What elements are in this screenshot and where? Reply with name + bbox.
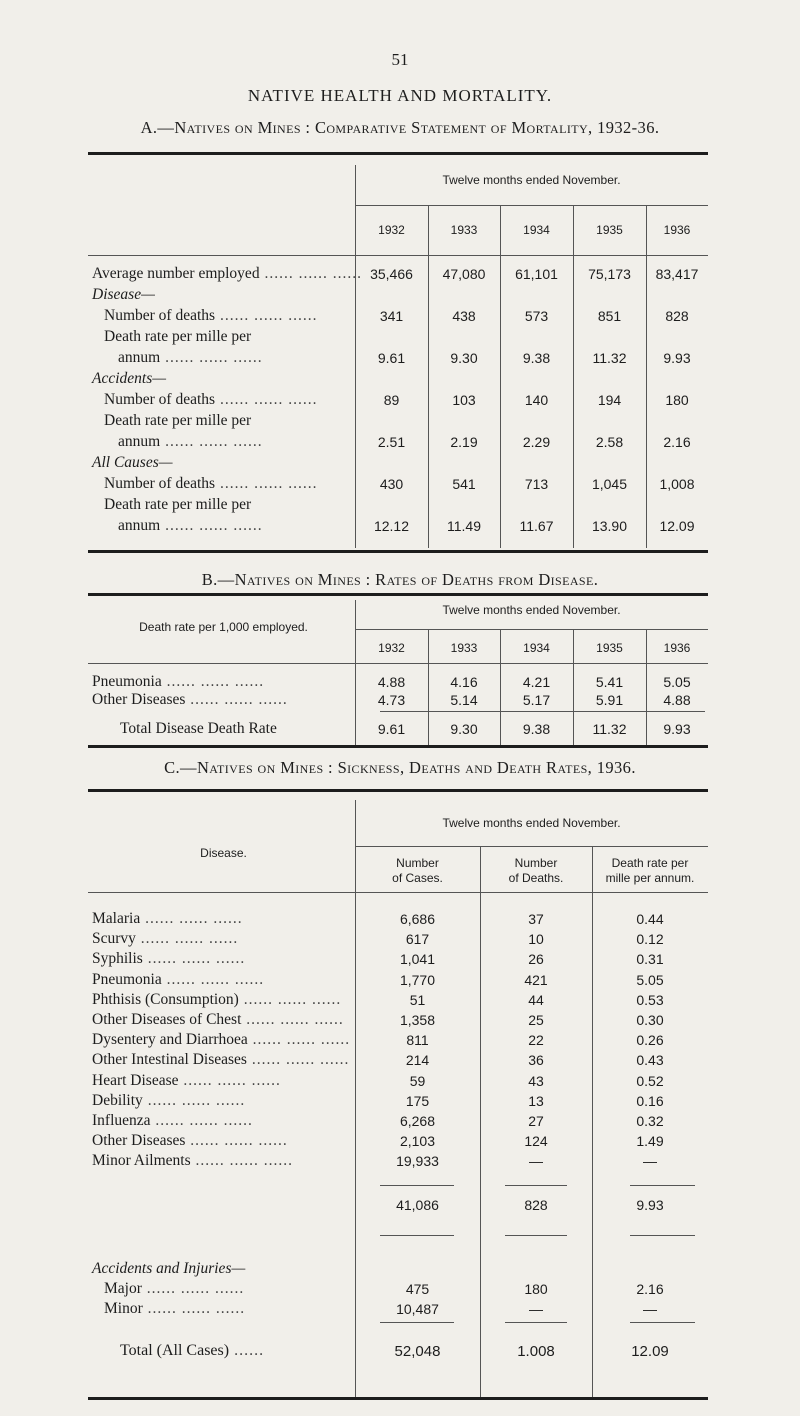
cell-value: 2.58: [595, 434, 624, 450]
leader-dots: ...... ...... ......: [215, 475, 318, 492]
cell-value: 19,933: [396, 1153, 439, 1170]
cell-value: 10,487: [396, 1301, 439, 1317]
cell-value: 1,041: [399, 951, 436, 968]
leader-dots: ...... ...... ......: [160, 433, 263, 450]
leader-dots: ...... ...... ......: [259, 265, 362, 282]
cell-value: 6,268: [399, 1113, 436, 1129]
cell-value: 0.43: [636, 1052, 664, 1069]
page-number: 51: [391, 50, 409, 69]
cell-value: 9.93: [663, 350, 691, 366]
cell-value: 0.30: [636, 1012, 664, 1028]
top-rule: [88, 593, 708, 596]
col-divider: [573, 205, 574, 548]
row-label-text: Syphilis: [92, 950, 143, 968]
total-value: 12.09: [631, 1343, 669, 1360]
cell-value: 11.49: [447, 518, 481, 534]
cell-value: 36: [528, 1052, 544, 1069]
leader-dots: ...... ...... ......: [161, 673, 265, 690]
cell-value: 438: [452, 308, 476, 324]
row-label-text: Scurvy: [92, 930, 136, 948]
header-bottom-rule: [88, 892, 708, 893]
leader-dots: ...... ...... ......: [185, 1132, 288, 1150]
cell-value: 103: [452, 392, 476, 408]
cell-value: 6,686: [399, 911, 436, 927]
page-title: NATIVE HEALTH AND MORTALITY.: [247, 86, 553, 105]
header-rule: [355, 205, 708, 206]
accidents-heading: Accidents and Injuries—: [92, 1260, 246, 1277]
leader-dots: ...... ...... ......: [247, 1031, 351, 1049]
row-label: [92, 1092, 245, 1110]
cell-value: 12.09: [659, 518, 695, 534]
cell-value: 124: [524, 1133, 548, 1150]
cell-value: 26: [528, 951, 544, 968]
row-label-text: Dysentery and Diarrhoea: [92, 1031, 248, 1049]
year-header: 1936: [663, 641, 691, 655]
cell-value: 2.19: [450, 434, 478, 450]
cell-value: 75,173: [588, 266, 631, 282]
cell-value: 4.16: [450, 674, 478, 690]
cell-value: 811: [406, 1032, 429, 1049]
col-divider: [428, 205, 429, 548]
cell-value: 43: [528, 1072, 544, 1089]
row-label-text: Minor: [104, 1300, 143, 1317]
row-label: [92, 1051, 349, 1069]
subtotal-value: 41,086: [396, 1197, 439, 1213]
cell-value: 0.53: [636, 991, 664, 1008]
cell-value: 89: [383, 392, 400, 408]
cell-value: 9.38: [522, 350, 551, 366]
row-label-text: Number of deaths: [104, 391, 216, 408]
cell-value: 713: [524, 476, 549, 492]
cell-value: 0.32: [636, 1113, 664, 1129]
sum-rule: [505, 1322, 567, 1323]
total-value: 9.38: [522, 721, 551, 737]
header-bottom-rule: [88, 663, 708, 664]
col-header-line2: of Deaths.: [508, 871, 564, 885]
row-label: [104, 1300, 245, 1318]
leader-dots: ...... ...... ......: [142, 1091, 246, 1109]
section-c-title: C.—Natives on Mines : Sickness, Deaths and Death Rates, 1936.: [164, 758, 636, 777]
leader-dots: ...... ...... ......: [141, 1280, 245, 1297]
cell-value: 5.17: [522, 692, 551, 708]
cell-value: 0.52: [636, 1072, 664, 1089]
cell-value: 9.30: [450, 350, 478, 366]
row-label-text: Number of deaths: [104, 307, 216, 324]
cell-value: 11.32: [592, 350, 627, 366]
bottom-rule: [88, 1397, 708, 1400]
cell-value: 851: [597, 308, 622, 324]
row-label: [104, 391, 317, 409]
sum-rule: [630, 1235, 695, 1236]
cell-value: 0.16: [636, 1092, 664, 1109]
leader-dots: ...... ...... ......: [215, 307, 318, 324]
row-label: [104, 496, 251, 514]
cell-value: 430: [379, 476, 404, 492]
row-label: [92, 286, 155, 304]
row-label-text: Debility: [92, 1091, 143, 1109]
sum-rule: [380, 1235, 454, 1236]
cell-value: 22: [528, 1032, 544, 1049]
cell-value: 4.21: [522, 674, 551, 690]
cell-value: 2.51: [377, 434, 406, 450]
total-label: [120, 1342, 264, 1360]
section-b-title: B.—Natives on Mines : Rates of Deaths from Disease.: [201, 570, 599, 589]
cell-value: 25: [528, 1012, 544, 1028]
row-label-text: Accidents—: [92, 370, 167, 387]
leader-dots: ...... ...... ......: [142, 950, 246, 968]
cell-value: 47,080: [442, 266, 486, 282]
row-label-text: Death rate per mille per: [104, 328, 252, 345]
year-header: 1934: [523, 641, 550, 655]
sum-rule: [380, 711, 705, 712]
leader-dots: ...... ...... ......: [161, 970, 265, 988]
row-label-text: Average number employed: [92, 265, 260, 282]
row-label: [92, 1031, 350, 1049]
total-value: 9.61: [377, 721, 406, 737]
sum-rule: [380, 1185, 454, 1186]
cell-value: —: [529, 1301, 543, 1317]
subtotal-value: 9.93: [636, 1197, 664, 1213]
row-label-text: Number of deaths: [104, 475, 216, 492]
header-span: Twelve months ended November.: [442, 173, 621, 187]
header-bottom-rule: [88, 255, 708, 256]
year-header: 1932: [378, 641, 405, 655]
row-label: [92, 1072, 281, 1090]
row-label-text: Disease—: [92, 286, 155, 303]
row-label: [92, 930, 238, 948]
cell-value: —: [643, 1301, 657, 1317]
cell-value: 175: [405, 1092, 430, 1109]
cell-value: 1,770: [399, 971, 436, 988]
row-label-text: Minor Ailments: [92, 1152, 191, 1170]
row-label-text: Pneumonia: [92, 673, 162, 690]
leader-dots: ...... ...... ......: [246, 1051, 350, 1069]
row-label-text: Phthisis (Consumption): [92, 990, 239, 1008]
sum-rule: [505, 1235, 567, 1236]
cell-value: 9.61: [377, 350, 406, 366]
row-label: [104, 328, 251, 346]
year-header: 1935: [596, 641, 623, 655]
row-label: [92, 454, 173, 472]
col-divider: [646, 205, 647, 548]
cell-value: 5.05: [636, 971, 664, 988]
row-label: [92, 971, 264, 989]
row-label-text: Major: [104, 1280, 142, 1297]
year-header: 1934: [523, 223, 550, 237]
row-label: [92, 1152, 293, 1170]
cell-value: 4.88: [377, 674, 406, 690]
leader-dots: ...... ...... ......: [241, 1011, 344, 1028]
row-label: [118, 433, 263, 451]
cell-value: 541: [452, 476, 476, 492]
leader-dots: ...... ...... ......: [142, 1300, 246, 1317]
leader-dots: ...... ...... ......: [135, 930, 239, 948]
cell-value: 27: [528, 1113, 544, 1129]
section-a-title: A.—Natives on Mines : Comparative Statement of Mortality, 1932-36.: [140, 118, 660, 137]
row-label-text: annum: [118, 349, 161, 366]
cell-value: 0.26: [636, 1032, 664, 1049]
cell-value: 4.73: [377, 692, 406, 708]
year-header: 1932: [378, 223, 405, 237]
row-label-text: Other Diseases: [92, 1132, 186, 1150]
cell-value: 13: [528, 1092, 544, 1109]
col-header-line1: Number: [396, 856, 439, 870]
sum-rule: [630, 1322, 695, 1323]
cell-value: —: [643, 1153, 657, 1170]
total-value: 52,048: [394, 1343, 441, 1360]
cell-value: 59: [409, 1072, 426, 1089]
cell-value: 0.31: [636, 951, 664, 968]
cell-value: 12.12: [373, 518, 410, 534]
total-value: 1.008: [517, 1343, 555, 1360]
bottom-rule: [88, 550, 708, 553]
cell-value: 0.12: [636, 931, 664, 948]
cell-value: —: [529, 1153, 543, 1170]
row-label: [92, 265, 362, 283]
row-label: [104, 475, 317, 493]
cell-value: 0.44: [636, 911, 664, 927]
leader-dots: ...... ...... ......: [160, 517, 263, 534]
row-label: [104, 1280, 244, 1298]
row-label: [92, 691, 288, 709]
row-label: [92, 1132, 288, 1150]
row-label-text: Heart Disease: [92, 1071, 179, 1089]
cell-value: 194: [597, 392, 622, 408]
leader-dots: ...... ...... ......: [140, 910, 243, 927]
cell-value: 5.05: [663, 674, 691, 690]
total-value: 9.30: [450, 721, 478, 737]
cell-value: 140: [524, 392, 549, 408]
row-label-text: Malaria: [92, 910, 141, 927]
row-label: [104, 412, 251, 430]
leader-dots: ...... ...... ......: [190, 1152, 293, 1170]
sum-rule: [630, 1185, 695, 1186]
col-header-line1: Death rate per: [611, 856, 689, 870]
cell-value: 5.41: [595, 674, 624, 690]
cell-value: 11.67: [519, 518, 554, 534]
col-header-line2: of Cases.: [392, 871, 443, 885]
cell-value: 475: [405, 1281, 430, 1297]
cell-value: 828: [665, 308, 689, 324]
header-rule: [355, 629, 708, 630]
header-span: Twelve months ended November.: [442, 816, 621, 830]
cell-value: 1.49: [636, 1133, 664, 1150]
cell-value: 13.90: [591, 518, 628, 534]
cell-value: 1,008: [659, 476, 695, 492]
year-header: 1933: [450, 641, 478, 655]
sum-rule: [505, 1185, 567, 1186]
leader-dots: ...... ...... ......: [150, 1112, 253, 1129]
col-divider: [500, 205, 501, 548]
leader-dots: ...... ...... ......: [178, 1071, 281, 1089]
row-label: [92, 1112, 253, 1130]
cell-value: 180: [524, 1281, 548, 1297]
cell-value: 4.88: [663, 692, 691, 708]
row-label: [92, 991, 341, 1009]
subtotal-value: 828: [524, 1197, 548, 1213]
row-label-text: Death rate per mille per: [104, 412, 252, 429]
cell-value: 214: [405, 1052, 430, 1069]
row-label: [92, 1011, 344, 1029]
leader-dots: ...... ...... ......: [215, 391, 318, 408]
row-label-text: annum: [118, 433, 161, 450]
year-header: 1933: [450, 223, 478, 237]
row-label-text: Influenza: [92, 1112, 151, 1129]
col-header-line2: mille per annum.: [605, 871, 695, 885]
cell-value: 61,101: [515, 266, 558, 282]
total-value: 11.32: [592, 721, 627, 737]
row-label: [92, 910, 243, 928]
top-rule: [88, 789, 708, 792]
cell-value: 37: [528, 911, 544, 927]
cell-value: 573: [524, 308, 549, 324]
stub-header: Death rate per 1,000 employed.: [139, 620, 308, 634]
cell-value: 5.14: [450, 692, 478, 708]
leader-dots: ...... ...... ......: [238, 990, 342, 1008]
cell-value: 617: [405, 931, 430, 948]
row-label-text: Pneumonia: [92, 970, 162, 988]
cell-value: 2.16: [663, 434, 691, 450]
cell-value: 421: [524, 971, 548, 988]
cell-value: 2,103: [399, 1133, 436, 1150]
row-label: [118, 517, 263, 535]
row-label-text: Other Intestinal Diseases: [92, 1051, 247, 1069]
cell-value: 44: [528, 991, 544, 1008]
row-label: [92, 370, 166, 388]
header-span: Twelve months ended November.: [442, 603, 621, 617]
cell-value: 341: [379, 308, 404, 324]
header-rule: [355, 846, 708, 847]
cell-value: 2.16: [636, 1281, 664, 1297]
row-label: [92, 673, 264, 691]
top-rule: [88, 152, 708, 155]
row-label-text: Other Diseases: [92, 691, 186, 708]
year-header: 1936: [663, 223, 691, 237]
stub-header: Disease.: [200, 846, 247, 860]
total-label-text: Total (All Cases): [120, 1342, 230, 1359]
row-label: [92, 950, 245, 968]
row-label: [104, 307, 317, 325]
bottom-rule: [88, 745, 708, 748]
cell-value: 51: [409, 991, 426, 1008]
leader-dots: ...... ...... ......: [160, 349, 263, 366]
row-label: [118, 349, 263, 367]
row-label-text: Other Diseases of Chest: [92, 1011, 242, 1028]
cell-value: 180: [665, 392, 689, 408]
row-label-text: All Causes—: [92, 454, 173, 471]
row-label-text: annum: [118, 517, 161, 534]
cell-value: 83,417: [655, 266, 699, 282]
sum-rule: [380, 1322, 454, 1323]
cell-value: 5.91: [595, 692, 624, 708]
total-label: Total Disease Death Rate: [120, 720, 277, 737]
cell-value: 2.29: [522, 434, 551, 450]
cell-value: 35,466: [370, 266, 413, 282]
row-label-text: Death rate per mille per: [104, 496, 252, 513]
col-header-line1: Number: [514, 856, 558, 870]
cell-value: 1,358: [399, 1012, 436, 1028]
cell-value: 10: [528, 931, 544, 948]
leader-dots: ...... ...... ......: [185, 691, 288, 708]
cell-value: 1,045: [591, 476, 628, 492]
total-value: 9.93: [663, 721, 691, 737]
leader-dots: ......: [229, 1342, 265, 1359]
year-header: 1935: [596, 223, 623, 237]
